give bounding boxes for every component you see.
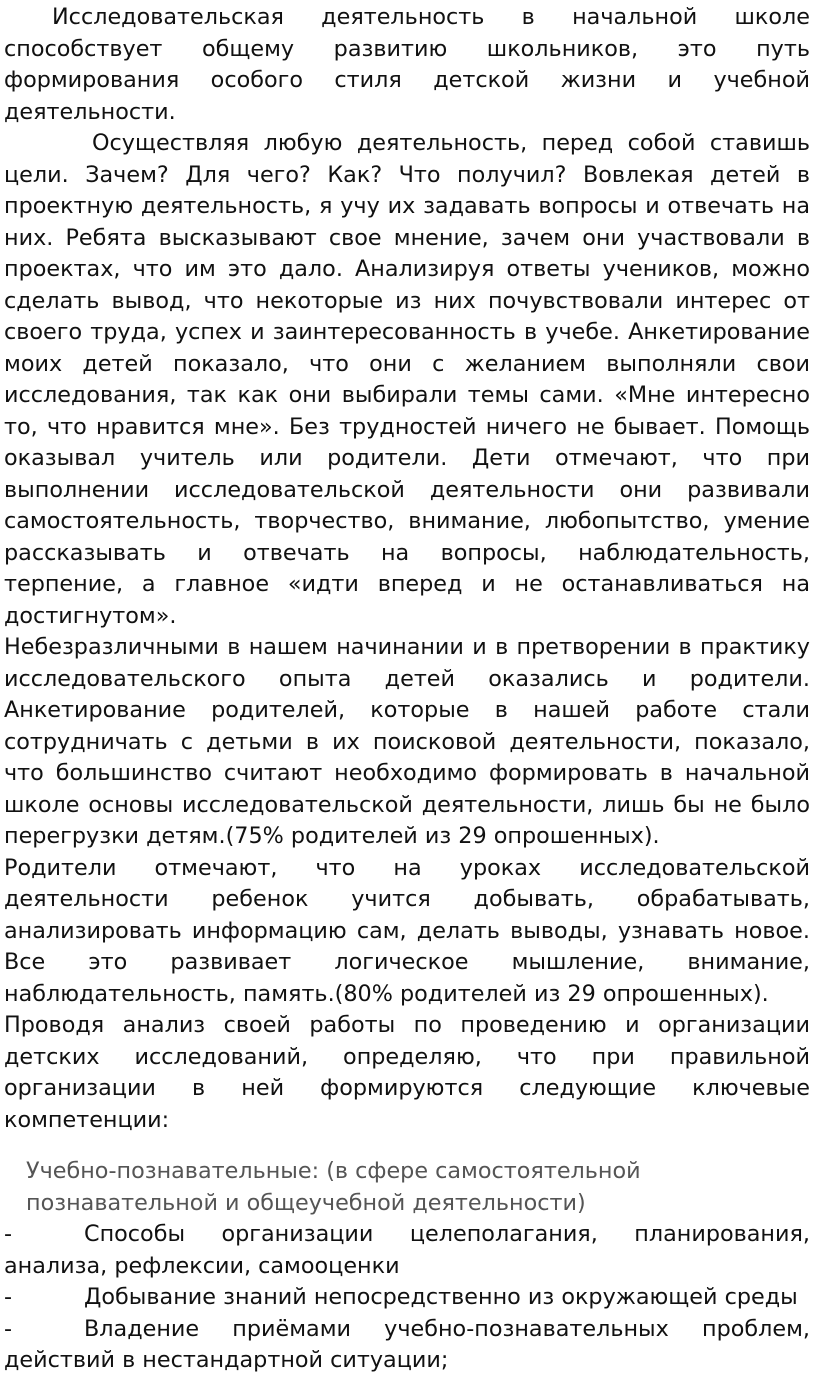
section-spacer: [4, 1136, 810, 1156]
paragraph-competencies-intro: Проводя анализ своей работы по проведению и организации детских исследований, определяю, что при правильной организации в ней формируются следующие ключевые компетенции:: [4, 1012, 810, 1133]
list-item-text: Владение приёмами учебно-познавательных проблем, действий в нестандартной ситуации;: [4, 1315, 810, 1373]
paragraph-intro: Исследовательская деятельность в начальной школе способствует общему развитию школьников, это путь формирования особого стиля детской жизни и учебной деятельности.: [4, 4, 810, 125]
paragraph-parents-observations: Родители отмечают, что на уроках исследовательской деятельности ребенок учится добывать, обрабатывать, анализировать информацию сам, делать выводы, узнавать новое. Все это развивает логическое мышление, внимание, наблюдательность, память.(80% родителей из 29 опрошенных).: [4, 854, 810, 1007]
list-dash: -: [4, 1221, 13, 1247]
list-dash: -: [4, 1315, 13, 1342]
list-dash: -: [4, 1284, 13, 1310]
paragraph-parents-involvement: Небезразличными в нашем начинании и в претворении в практику исследовательского опыта детей оказались и родители. Анкетирование родителей, которые в нашей работе стали сотрудничать с детьми в их поисковой деятельности, показало, что большинство считают необходимо формировать в начальной школе основы исследовательской деятельности, лишь бы не было перегрузки детям.(75% родителей из 29 опрошенных).: [4, 634, 810, 849]
list-item: [4, 1314, 810, 1377]
list-item: [4, 1219, 810, 1282]
competency-subheading: Учебно-познавательные: (в сфере самостоятельной познавательной и общеучебной деятельности): [26, 1158, 641, 1216]
list-item-text: Добывание знаний непосредственно из окружающей среды: [84, 1284, 798, 1310]
document-page: [4, 2, 810, 1377]
list-item: [4, 1282, 810, 1314]
list-item-text: Способы организации целеполагания, планирования, анализа, рефлексии, самооценки: [4, 1221, 810, 1279]
paragraph-goals: Осуществляя любую деятельность, перед собой ставишь цели. Зачем? Для чего? Как? Что получил? Вовлекая детей в проектную деятельность, я учу их задавать вопросы и отвечать на них. Ребята высказывают свое мнение, зачем они участвовали в проектах, что им это дало. Анализируя ответы учеников, можно сделать вывод, что некоторые из них почувствовали интерес от своего труда, успех и заинтересованность в учебе. Анкетирование моих детей показало, что они с желанием выполняли свои исследования, так как они выбирали темы сами. «Мне интересно то, что нравится мне». Без трудностей ничего не бывает. Помощь оказывал учитель или родители. Дети отмечают, что при выполнении исследовательской деятельности они развивали самостоятельность, творчество, внимание, любопытство, умение рассказывать и отвечать на вопросы, наблюдательность, терпение, а главное «идти вперед и не останавливаться на достигнутом».: [4, 130, 810, 629]
